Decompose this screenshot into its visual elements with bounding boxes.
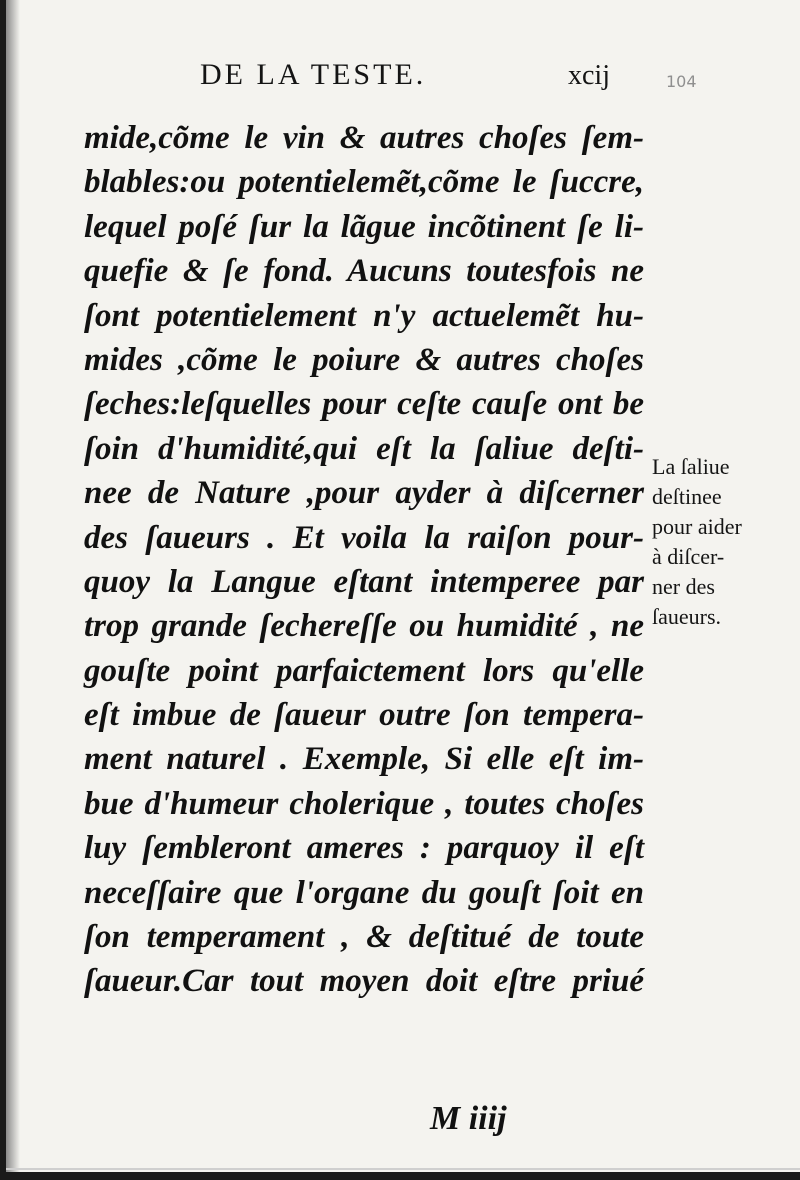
text-line: des ſaueurs . Et voila la raiſon pour- xyxy=(84,519,644,556)
gutter-shadow xyxy=(6,0,20,1172)
text-line: quefie & ſe fond. Aucuns toutesfois ne xyxy=(84,253,644,290)
running-title: DE LA TESTE. xyxy=(200,58,427,91)
margin-note-line: ner des xyxy=(652,574,715,599)
text-line: trop grande ſechereſſe ou humidité , ne xyxy=(84,608,644,645)
margin-note-line: deſtinee xyxy=(652,484,722,509)
text-line: ſoin d'humidité,qui eſt la ſaliue deſti- xyxy=(84,430,644,467)
book-page xyxy=(6,0,800,1172)
text-line: eſt imbue de ſaueur outre ſon tempera- xyxy=(84,697,644,734)
pencil-page-number: 104 xyxy=(666,72,697,91)
text-line: ſaueur.Car tout moyen doit eſtre priué xyxy=(84,963,644,1000)
text-line: mides ,cõme le poiure & autres choſes xyxy=(84,341,644,378)
page-header xyxy=(6,58,800,98)
folio-number: xcij xyxy=(568,60,610,91)
text-line: lequel poſé ſur la lãgue incõtinent ſe li- xyxy=(84,208,644,245)
text-line: ſeches:leſquelles pour ceſte cauſe ont be xyxy=(84,386,644,423)
signature-mark: M iiij xyxy=(430,1100,507,1137)
text-line: neceſſaire que l'organe du gouſt ſoit en xyxy=(84,874,644,911)
text-line: nee de Nature ,pour ayder à diſcerner xyxy=(84,475,644,512)
margin-note xyxy=(652,452,800,632)
text-line: luy ſembleront ameres : parquoy il eſt xyxy=(84,830,644,867)
text-line: ſont potentielement n'y actuelemẽt hu- xyxy=(84,297,644,334)
text-line: ment naturel . Exemple, Si elle eſt im- xyxy=(84,741,644,778)
page-edge-line xyxy=(6,1168,800,1170)
margin-note-line: à diſcer- xyxy=(652,544,725,569)
text-line: mide,cõme le vin & autres choſes ſem- xyxy=(84,120,644,156)
margin-note-line: pour aider xyxy=(652,514,742,539)
text-line: gouſte point parfaictement lors qu'elle xyxy=(84,652,644,689)
text-line: ſon temperament , & deſtitué de toute xyxy=(84,919,644,956)
text-line: quoy la Langue eſtant intemperee par xyxy=(84,563,644,600)
margin-note-line: La ſaliue xyxy=(652,454,730,479)
body-text xyxy=(84,116,664,1004)
text-line: blables:ou potentielemẽt,cõme le ſuccre, xyxy=(84,164,644,201)
text-line: bue d'humeur cholerique , toutes choſes xyxy=(84,785,644,822)
margin-note-line: ſaueurs. xyxy=(652,604,722,629)
